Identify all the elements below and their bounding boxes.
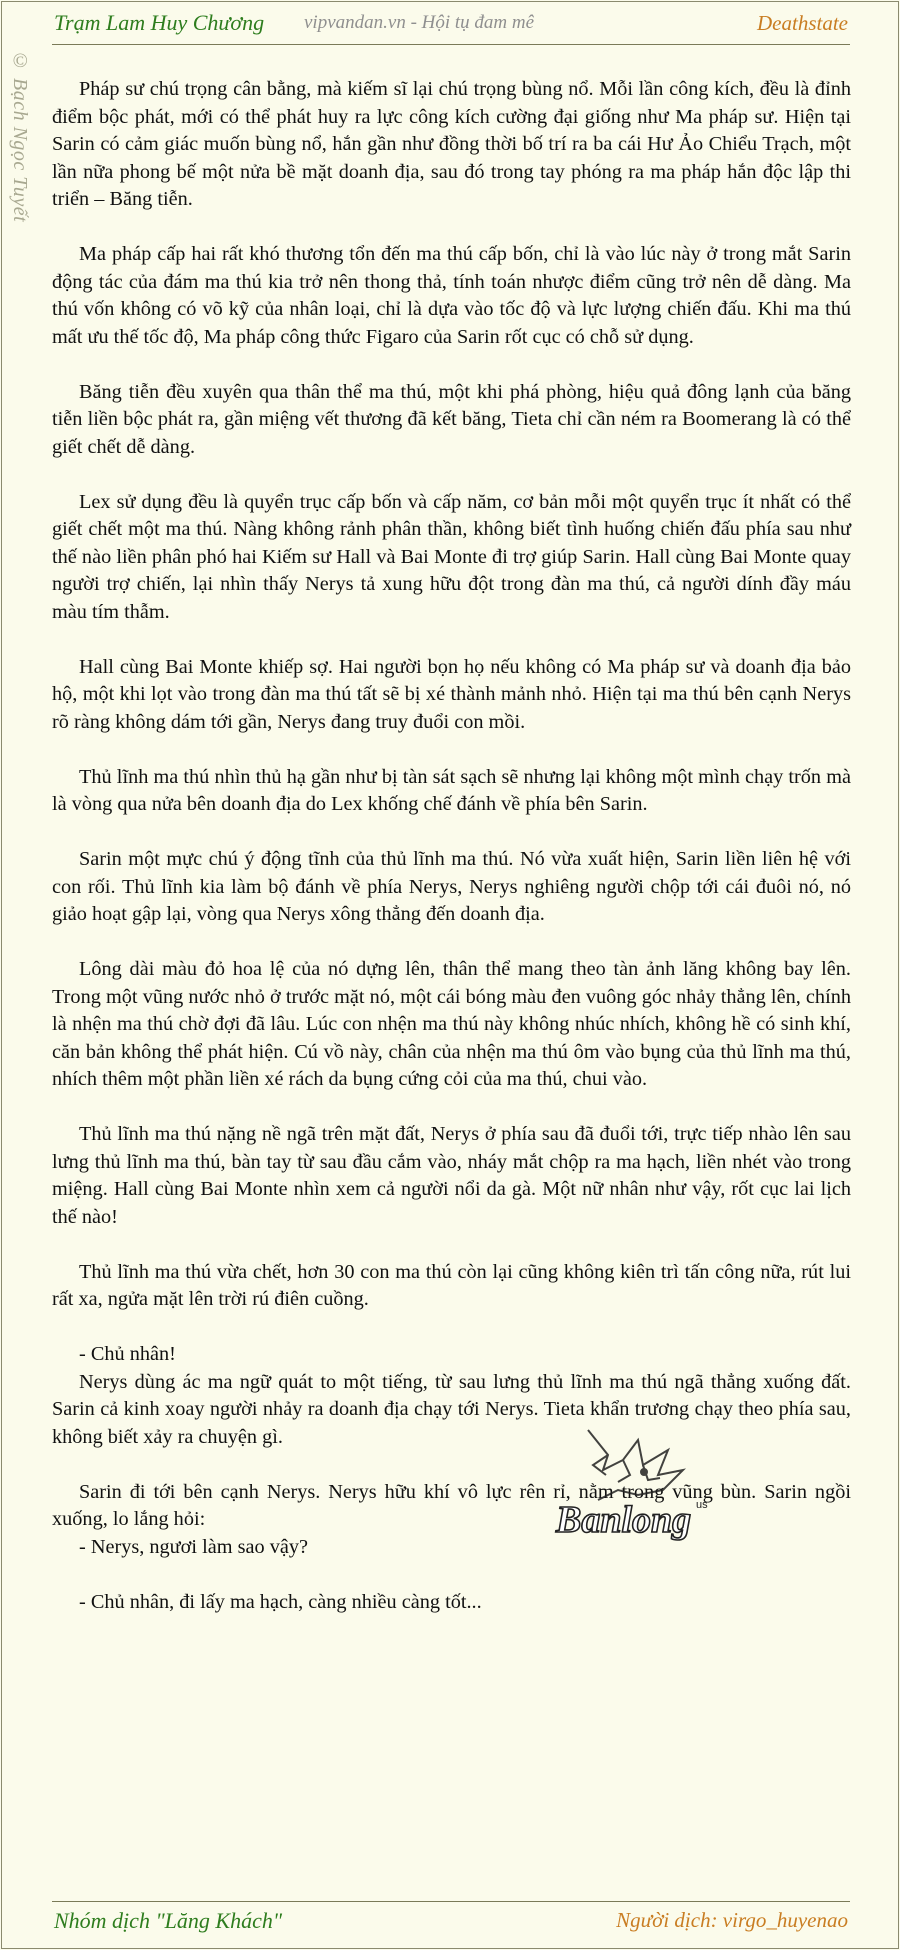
page-footer (52, 1901, 850, 1933)
svg-text:Banlong: Banlong (556, 1499, 692, 1541)
paragraph: Lex sử dụng đều là quyển trục cấp bốn và cấp năm, cơ bản mỗi một quyển trục ít nhất có thể giết chết một ma thú. Nàng không rảnh phân thần, không biết tình huống chiến đấu phía sau như thế nào liền phân phó hai Kiếm sư Hall và Bai Monte đi trợ giúp Sarin. Hall cùng Bai Monte quay người trợ chiến, lại nhìn thấy Nerys tả xung hữu đột trong đàn ma thú, cả người dính đầy máu màu tím thẫm. (52, 490, 851, 623)
paragraph: Lông dài màu đỏ hoa lệ của nó dựng lên, thân thể mang theo tàn ảnh lăng không bay lên. Trong một vũng nước nhỏ ở trước mặt nó, một cái bóng màu đen vuông góc nhảy thẳng lên, chính là nhện ma thú chờ đợi đã lâu. Lúc con nhện ma thú này không nhúc nhích, không hề có sinh khí, căn bản không thể phát hiện. Cú vồ này, chân của nhện ma thú ôm vào bụng của thủ lĩnh ma thú, nhích thêm một phần liền xé rách da bụng cứng cỏi của ma thú, chui vào. (52, 958, 851, 1090)
site-name: vipvandan.vn - Hội tụ đam mê (304, 12, 535, 33)
dialogue-line: - Nerys, ngươi làm sao vậy? (79, 1535, 308, 1558)
paragraph: Sarin một mực chú ý động tĩnh của thủ lĩnh ma thú. Nó vừa xuất hiện, Sarin liền liên hệ với con rối. Thủ lĩnh kia làm bộ đánh về phía Nerys, Nerys nghiêng người chộp tới cái đuôi nó, nó giảo hoạt gập lại, vòng qua Nerys xông thẳng đến doanh địa. (52, 848, 851, 925)
paragraph: Băng tiễn đều xuyên qua thân thể ma thú, một khi phá phòng, hiệu quả đông lạnh của băng tiễn liền bộc phát ra, gần miệng vết thương đã kết băng, Tieta chỉ cần ném ra Boomerang là có thể giết chết dễ dàng. (52, 380, 851, 458)
paragraph: Pháp sư chú trọng cân bằng, mà kiếm sĩ lại chú trọng bùng nổ. Mỗi lần công kích, đều là đỉnh điểm bộc phát, mới có thể phát huy ra lực công kích cường đại giống như Ma pháp sư. Hiện tại Sarin có cảm giác muốn bùng nổ, hắn gần như đồng thời bố trí ra ba cái Hư Ảo Chiểu Trạch, một lần nữa phong bế một nửa bề mặt doanh địa, sau đó trong tay phóng ra ma pháp hắn độc lập thi triển – Băng tiễn. (52, 78, 851, 210)
paragraph: Hall cùng Bai Monte khiếp sợ. Hai người bọn họ nếu không có Ma pháp sư và doanh địa bảo hộ, một khi lọt vào trong đàn ma thú tất sẽ bị xé thành mảnh nhỏ. Hiện tại ma thú bên cạnh Nerys rõ ràng không dám tới gần, Nerys đang truy đuổi con mồi. (52, 655, 851, 733)
book-title: Trạm Lam Huy Chương (54, 10, 265, 35)
chapter-content (52, 76, 851, 1616)
page-header (52, 8, 850, 45)
svg-text:us: us (696, 1499, 708, 1511)
paragraph: Sarin đi tới bên cạnh Nerys. Nerys hữu khí vô lực rên rỉ, nằm trong vũng bùn. Sarin ngồi xuống, lo lắng hỏi: (52, 1480, 851, 1530)
banlong-watermark-logo (548, 1420, 718, 1550)
side-credit: © Bạch Ngọc Tuyết (9, 50, 31, 223)
dialogue-line: - Chủ nhân, đi lấy ma hạch, càng nhiều càng tốt... (79, 1590, 482, 1613)
paragraph: Ma pháp cấp hai rất khó thương tổn đến ma thú cấp bốn, chỉ là vào lúc này ở trong mắt Sarin động tác của đám ma thú kia trở nên thong thả, tính toán nhược điểm cũng trở nên dễ dàng. Ma thú vốn không có võ kỹ của nhân loại, chỉ là dựa vào tốc độ và lực lượng chiến đấu. Khi ma thú mất ưu thế tốc độ, Ma pháp công thức Figaro của Sarin rốt cục có chỗ sử dụng. (52, 243, 851, 348)
author-name: Deathstate (757, 11, 848, 35)
paragraph: Thủ lĩnh ma thú nặng nề ngã trên mặt đất, Nerys ở phía sau đã đuổi tới, trực tiếp nhào lên sau lưng thủ lĩnh ma thú, bàn tay từ sau đầu cắm vào, nháy mắt chộp ra ma hạch, liền nhét vào trong miệng. Hall cùng Bai Monte nhìn xem cả người nổi da gà. Một nữ nhân như vậy, rốt cục lai lịch thế nào! (52, 1123, 851, 1228)
translation-group: Nhóm dịch "Lăng Khách" (54, 1908, 283, 1933)
paragraph: Thủ lĩnh ma thú vừa chết, hơn 30 con ma thú còn lại cũng không kiên trì tấn công nữa, rút lui rất xa, ngửa mặt lên trời rú điên cuồng. (52, 1260, 851, 1310)
dialogue-line: - Chủ nhân! (79, 1343, 176, 1365)
paragraph: Thủ lĩnh ma thú nhìn thủ hạ gần như bị tàn sát sạch sẽ nhưng lại không một mình chạy trốn mà là vòng qua nửa bên doanh địa do Lex khống chế đánh về phía bên Sarin. (52, 765, 851, 815)
paragraph: Nerys dùng ác ma ngữ quát to một tiếng, từ sau lưng thủ lĩnh ma thú ngã thẳng xuống đất. Sarin cả kinh xoay người nhảy ra doanh địa chạy tới Nerys. Tieta khẩn trương chạy theo phía sau, không biết xảy ra chuyện gì. (52, 1370, 851, 1448)
translator-credit: Người dịch: virgo_huyenao (616, 1908, 848, 1932)
